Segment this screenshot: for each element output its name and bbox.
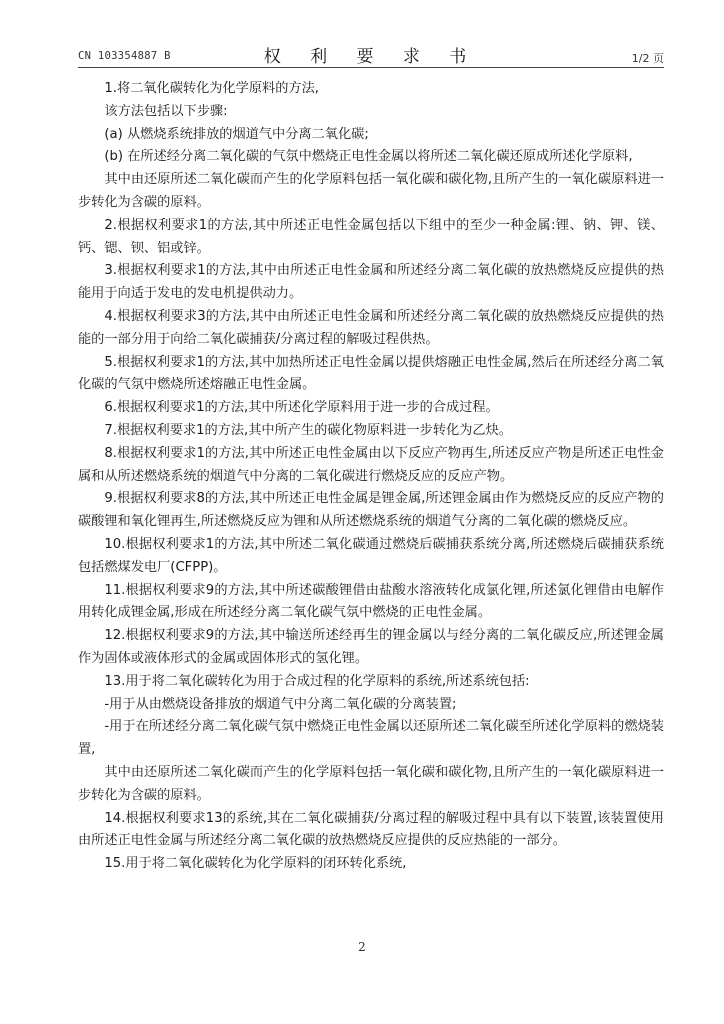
claim-paragraph: 11.根据权利要求9的方法,其中所述碳酸锂借由盐酸水溶液转化成氯化锂,所述氯化锂借由电解作用转化成锂金属,形成在所述经分离二氧化碳气氛中燃烧的正电性金属。 — [78, 582, 664, 621]
claim-paragraph: 13.用于将二氧化碳转化为用于合成过程的化学原料的系统,所述系统包括: — [104, 673, 530, 689]
claim-paragraph: 7.根据权利要求1的方法,其中所产生的碳化物原料进一步转化为乙炔。 — [104, 422, 512, 438]
page-count: 1/2 页 — [631, 52, 664, 65]
claim-paragraph: 8.根据权利要求1的方法,其中所述正电性金属由以下反应产物再生,所述反应产物是所述正电性金属和从所述燃烧系统的烟道气中分离的二氧化碳进行燃烧反应的反应产物。 — [78, 445, 664, 484]
claim-paragraph: 9.根据权利要求8的方法,其中所述正电性金属是锂金属,所述锂金属由作为燃烧反应的反应产物的碳酸锂和氧化锂再生,所述燃烧反应为锂和从所述燃烧系统的烟道气分离的二氧化碳的燃烧反应。 — [78, 491, 664, 530]
document-number: CN 103354887 B — [78, 50, 171, 62]
document-title: 权 利 要 求 书 — [263, 47, 479, 67]
claims-body — [78, 78, 664, 876]
claim-paragraph: 其中由还原所述二氧化碳而产生的化学原料包括一氧化碳和碳化物,且所产生的一氧化碳原料进一步转化为含碳的原料。 — [78, 764, 664, 803]
claim-paragraph: 14.根据权利要求13的系统,其在二氧化碳捕获/分离过程的解吸过程中具有以下装置,该装置使用由所述正电性金属与所述经分离二氧化碳的放热燃烧反应提供的反应热能的一部分。 — [78, 810, 664, 849]
claim-paragraph: 2.根据权利要求1的方法,其中所述正电性金属包括以下组中的至少一种金属:锂、钠、钾、镁、钙、锶、钡、铝或锌。 — [78, 217, 664, 256]
claim-paragraph: 该方法包括以下步骤: — [104, 103, 228, 119]
claim-paragraph: 其中由还原所述二氧化碳而产生的化学原料包括一氧化碳和碳化物,且所产生的一氧化碳原料进一步转化为含碳的原料。 — [78, 172, 664, 210]
header-divider — [78, 67, 664, 68]
claim-paragraph: 10.根据权利要求1的方法,其中所述二氧化碳通过燃烧后碳捕获系统分离,所述燃烧后碳捕获系统包括燃煤发电厂(CFPP)。 — [78, 536, 664, 575]
claim-paragraph: 12.根据权利要求9的方法,其中输送所述经再生的锂金属以与经分离的二氧化碳反应,所述锂金属作为固体或液体形式的金属或固体形式的氢化锂。 — [78, 628, 664, 666]
claim-paragraph: 6.根据权利要求1的方法,其中所述化学原料用于进一步的合成过程。 — [104, 400, 499, 416]
page-header — [78, 40, 664, 66]
claim-paragraph: (b) 在所述经分离二氧化碳的气氛中燃烧正电性金属以将所述二氧化碳还原成所述化学原料, — [104, 149, 633, 165]
claim-paragraph: 3.根据权利要求1的方法,其中由所述正电性金属和所述经分离二氧化碳的放热燃烧反应提供的热能用于向适于发电的发电机提供动力。 — [78, 263, 664, 302]
claim-paragraph: -用于从由燃烧设备排放的烟道气中分离二氧化碳的分离装置; — [104, 696, 457, 712]
claim-paragraph: 15.用于将二氧化碳转化为化学原料的闭环转化系统, — [104, 856, 407, 872]
claim-paragraph: 5.根据权利要求1的方法,其中加热所述正电性金属以提供熔融正电性金属,然后在所述经分离二氧化碳的气氛中燃烧所述熔融正电性金属。 — [78, 354, 664, 393]
page-number: 2 — [358, 940, 366, 954]
claim-paragraph: 4.根据权利要求3的方法,其中由所述正电性金属和所述经分离二氧化碳的放热燃烧反应提供的热能的一部分用于向给二氧化碳捕获/分离过程的解吸过程供热。 — [78, 308, 664, 347]
claim-paragraph: -用于在所述经分离二氧化碳气氛中燃烧正电性金属以还原所述二氧化碳至所述化学原料的燃烧装置, — [78, 719, 664, 758]
claim-paragraph: (a) 从燃烧系统排放的烟道气中分离二氧化碳; — [104, 126, 369, 142]
claim-paragraph: 1.将二氧化碳转化为化学原料的方法, — [104, 81, 319, 96]
